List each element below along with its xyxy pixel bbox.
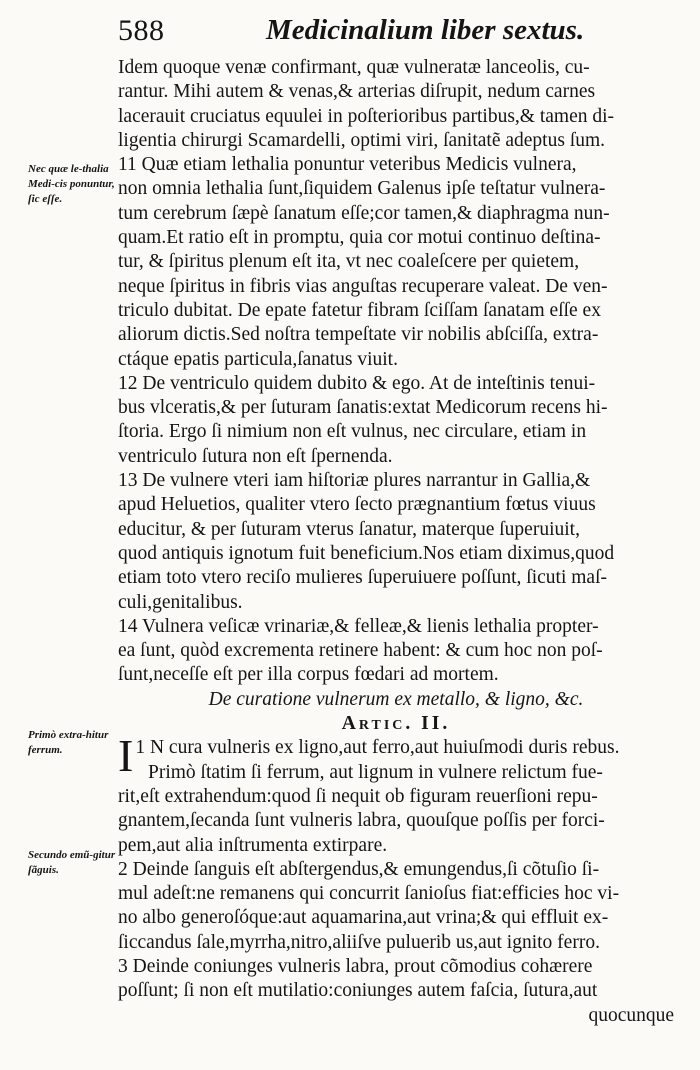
page-number: 588 <box>118 14 165 47</box>
section-heading: De curatione vulnerum ex metallo, & ligno, &c. <box>208 688 584 710</box>
text-line: 2 Deinde ſanguis eſt abſtergendus,& emungendus,ſi cõtuſio ſi- <box>118 858 600 880</box>
text-line-fragment: N cura vulneris ex ligno,aut ferro,aut huiuſmodi duris rebus. <box>149 737 620 759</box>
text-line: tum cerebrum ſæpè ſanatum eſſe;cor tamen,& diaphragma nun- <box>118 202 610 224</box>
text-line: gnantem,ſecanda ſunt vulneris labra, quouſque poſſis per forci- <box>118 810 605 832</box>
text-line: quod antiquis ignotum fuit beneficium.Nos etiam diximus,quod <box>118 542 615 564</box>
text-line: lacerauit cruciatus equulei in poſterioribus partibus,& tamen di- <box>118 105 615 127</box>
text-line: 11 Quæ etiam lethalia ponuntur veteribus Medicis vulnera, <box>118 154 577 176</box>
text-line: aliorum dictis.Sed noſtra tempeſtate vir nobilis abſciſſa, extra- <box>118 324 599 346</box>
text-line: 3 Deinde coniunges vulneris labra, prout cõmodius cohærere <box>118 955 593 977</box>
text-line: ventriculo ſutura non eſt ſpernenda. <box>118 445 393 467</box>
text-line: ſtoria. Ergo ſi nimium non eſt vulnus, nec circulare, etiam in <box>118 421 587 443</box>
margin-note: Primò extra-hitur ferrum. <box>28 729 109 756</box>
text-line: apud Heluetios, qualiter vtero ſecto prægnantium fœtus viuus <box>118 494 596 516</box>
text-line: mul adeſt:ne remanens qui concurrit ſanioſus fiat:efficies hoc vi- <box>118 883 620 905</box>
text-line: triculo dubitat. De epate fatetur fibram ſciſſam ſanatam eſſe ex <box>118 299 601 321</box>
margin-note: Secundo emũ-gitur ſãguis. <box>28 849 116 876</box>
text-line: ſiccandus ſale,myrrha,nitro,aliiſve puluerib us,aut ignito ferro. <box>118 931 600 953</box>
text-line: ſunt,neceſſe eſt per illa corpus fœdari ad mortem. <box>118 664 499 686</box>
text-line: educitur, & per ſuturam vterus ſanatur, materque ſuperuiuit, <box>118 518 580 540</box>
text-line: Idem quoque venæ confirmant, quæ vulneratæ lanceolis, cu- <box>118 57 590 78</box>
text-line: ea ſunt, quòd excrementa retinere habent: & cum hoc non poſ- <box>118 640 603 662</box>
text-line: pem,aut alia inſtrumenta extirpare. <box>118 834 388 856</box>
text-line: no albo generoſóque:aut aquamarina,aut vrina;& qui effluit ex- <box>118 907 609 929</box>
text-line: culi,genitalibus. <box>118 591 243 613</box>
running-head: Medicinalium liber sextus. <box>266 14 585 46</box>
text-line: 13 De vulnere vteri iam hiſtoriæ plures narrantur in Gallia,& <box>118 470 591 492</box>
catchword: quocunque <box>588 1004 674 1026</box>
text-line: bus vlceratis,& per ſuturam ſanatis:extat Medicorum recens hi- <box>118 397 608 419</box>
text-line: etiam toto vtero reciſo mulieres ſuperuiuere poſſunt, ſicuti maſ- <box>118 567 607 589</box>
text-line: Primò ſtatim ſi ferrum, aut lignum in vulnere relictum fue- <box>148 761 603 783</box>
article-heading: Artic. II. <box>341 713 451 735</box>
text-line: non omnia lethalia ſunt,ſiquidem Galenus ipſe teſtatur vulnera- <box>118 178 606 200</box>
text-line: ctáque epatis particula,ſanatus viuit. <box>118 348 398 370</box>
text-line: poſſunt; ſi non eſt mutilatio:coniunges autem faſcia, ſutura,aut <box>118 980 598 1002</box>
text-line: rit,eſt extrahendum:quod ſi nequit ob figuram reuerſioni repu- <box>118 785 598 807</box>
text-line: 12 De ventriculo quidem dubito & ego. At de inteſtinis tenui- <box>118 372 596 394</box>
body-text <box>118 56 674 1028</box>
text-line: tur, & ſpiritus plenum eſt ita, vt nec coaleſcere per quietem, <box>118 251 580 273</box>
text-line: ligentia chirurgi Scamardelli, optimi viri, ſanitatẽ adeptus ſum. <box>118 129 606 151</box>
text-line: 14 Vulnera veſicæ vrinariæ,& felleæ,& lienis lethalia propter- <box>118 615 599 637</box>
text-line: quam.Et ratio eſt in promptu, quia cor motui continuo deſtina- <box>118 227 601 249</box>
text-line: neque ſpiritus in fibris vias anguſtas recuperare valeat. De ven- <box>118 275 608 297</box>
text-line: rantur. Mihi autem & venas,& arterias diſrupit, nedum carnes <box>118 81 596 103</box>
article-number: 1 <box>135 737 146 759</box>
drop-cap: I <box>118 730 134 782</box>
page-header <box>118 10 678 50</box>
margin-note: Nec quæ le-thalia Medi-cis ponuntur, ſic eſſe. <box>28 163 115 205</box>
